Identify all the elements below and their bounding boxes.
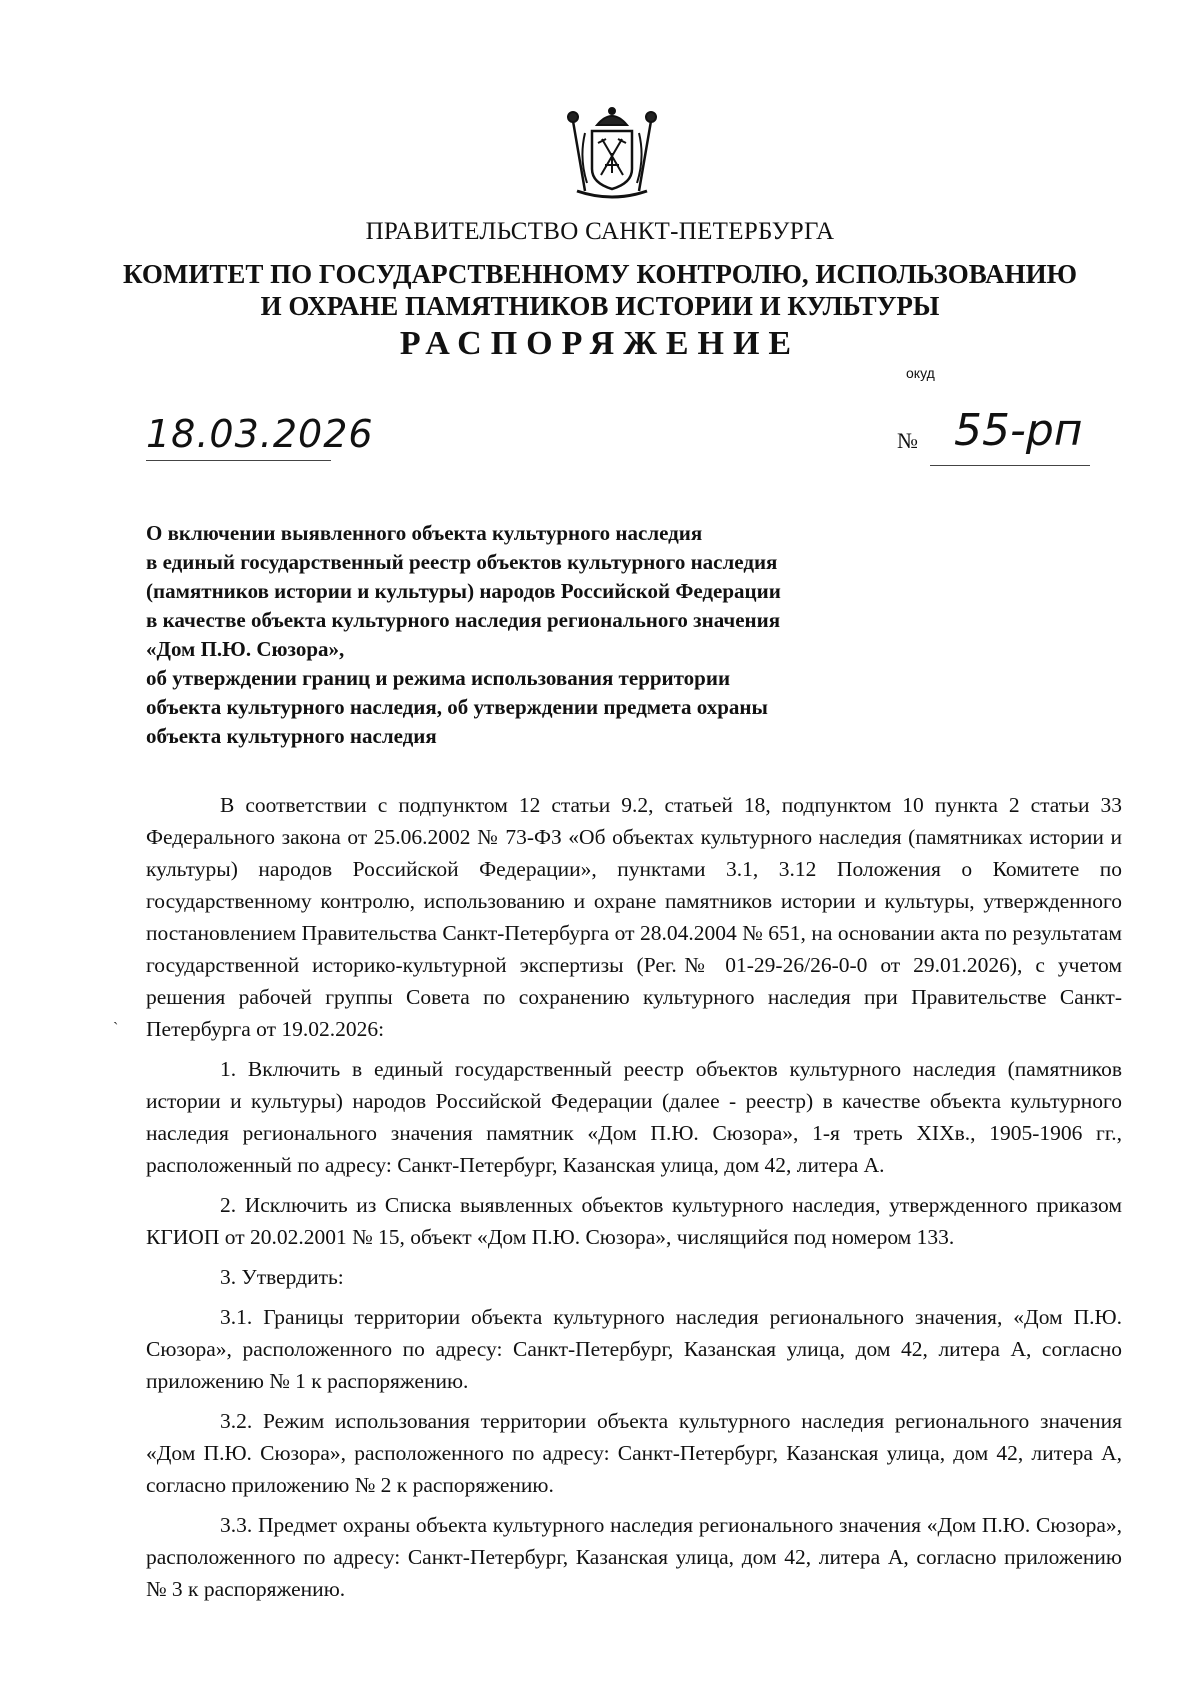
subject-line: объекта культурного наследия [146,724,437,748]
date-underline [146,460,331,461]
government-name: ПРАВИТЕЛЬСТВО САНКТ-ПЕТЕРБУРГА [365,218,835,245]
coat-of-arms-emblem [557,103,667,203]
subject-line: в качестве объекта культурного наследия регионального значения [146,608,781,632]
item-1-paragraph: 1. Включить в единый государственный реестр объектов культурного наследия (памятников истории и культуры) народов Российской Федерации (далее - реестр) в качестве объекта культурного наследия регионального значения памятник «Дом П.Ю. Сюзора», 1-я треть XIXв., 1905-1906 гг., расположенный по адресу: Санкт-Петербург, Казанская улица, дом 42, литера А. [146,1057,1122,1177]
order-subject [146,519,926,751]
item-3-1-paragraph: 3.1. Границы территории объекта культурного наследия регионального значения, «Дом П.Ю. Сюзора», расположенного по адресу: Санкт-Петербург, Казанская улица, дом 42, литера А, согласно приложению № 1 к распоряжению. [146,1305,1122,1393]
subject-line: об утверждении границ и режима использования территории [146,666,731,690]
item-2-paragraph: 2. Исключить из Списка выявленных объектов культурного наследия, утвержденного приказом КГИОП от 20.02.2001 № 15, объект «Дом П.Ю. Сюзора», числящийся под номером 133. [146,1193,1122,1249]
order-body [146,789,1122,1613]
committee-name [0,258,1200,322]
order-number: 55-рп [954,405,1083,456]
preamble-paragraph: В соответствии с подпунктом 12 статьи 9.2, статьей 18, подпунктом 10 пункта 2 статьи 33 Федерального закона от 25.06.2002 № 73-ФЗ «Об объектах культурного наследия (памятниках истории и культуры) народов Российской Федерации», пунктами 3.1, 3.12 Положения о Комитете по государственному контролю, использованию и охране памятников истории и культуры, утвержденного постановлением Правительства Санкт-Петербурга от 28.04.2004 № 651, на основании акта по результатам государственной историко-культурной экспертизы (Рег.№ 01-29-26/26-0-0 от 29.01.2026), с учетом решения рабочей группы Совета по сохранению культурного наследия при Правительстве Санкт-Петербурга от 19.02.2026: [146,793,1122,1041]
subject-line: (памятников истории и культуры) народов Российской Федерации [146,579,781,603]
number-underline [930,465,1090,466]
document-type-title: РАСПОРЯЖЕНИЕ [399,325,801,362]
order-date: 18.03.2026 [146,412,374,456]
subject-line: «Дом П.Ю. Сюзора», [146,637,345,661]
committee-name-line1: КОМИТЕТ ПО ГОСУДАРСТВЕННОМУ КОНТРОЛЮ, ИСПОЛЬЗОВАНИЮ [123,259,1077,289]
margin-mark: ˏ [113,1008,119,1025]
number-sign: № [897,428,918,453]
item-3-paragraph: 3. Утвердить: [220,1265,344,1289]
item-3-3-paragraph: 3.3. Предмет охраны объекта культурного наследия регионального значения «Дом П.Ю. Сюзора», расположенного по адресу: Санкт-Петербург, Казанская улица, дом 42, литера А, согласно приложению № 3 к распоряжению. [146,1513,1122,1601]
subject-line: в единый государственный реестр объектов культурного наследия [146,550,778,574]
committee-name-line2: И ОХРАНЕ ПАМЯТНИКОВ ИСТОРИИ И КУЛЬТУРЫ [260,291,940,321]
subject-line: О включении выявленного объекта культурного наследия [146,521,703,545]
item-3-2-paragraph: 3.2. Режим использования территории объекта культурного наследия регионального значения «Дом П.Ю. Сюзора», расположенного по адресу: Санкт-Петербург, Казанская улица, дом 42, литера А, согласно приложению № 2 к распоряжению. [146,1409,1122,1497]
subject-line: объекта культурного наследия, об утверждении предмета охраны [146,695,768,719]
okud-label: окуд [906,365,935,381]
